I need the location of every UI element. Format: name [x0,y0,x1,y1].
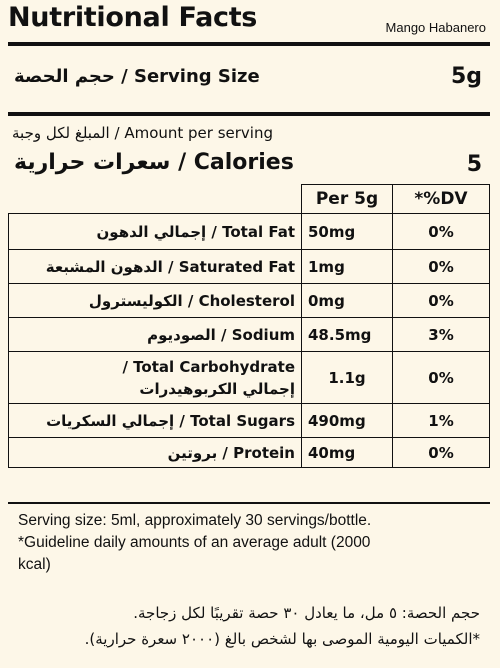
calories-value: 5 [466,152,482,177]
footnote-line: *Guideline daily amounts of an average adult (2000 [18,534,371,551]
divider [8,42,490,46]
footnote-arabic [10,600,480,652]
footnote-english [18,510,478,576]
nutrient-amount: 1mg [302,250,393,284]
footnote-line: *الكميات اليومية الموصى بها لشخص بالغ (٢٠٠٠ سعرة حرارية). [84,630,480,648]
nutrient-dv: 0% [393,284,490,318]
nutrient-dv: 3% [393,318,490,352]
serving-size-value: 5g [450,64,482,89]
table-row [9,438,490,468]
nutrient-amount: 0mg [302,284,393,318]
table-row [9,404,490,438]
nutrient-amount: 50mg [302,214,393,250]
footnote-line: kcal) [18,556,51,573]
serving-size-label: حجم الحصة / Serving Size [14,66,260,87]
nutrient-dv: 0% [393,352,490,404]
divider [8,112,490,116]
divider [8,502,490,504]
nutrient-name [9,352,302,404]
nutrition-table [8,184,490,468]
flavor-name: Mango Habanero [385,20,486,35]
table-row [9,214,490,250]
nutrient-amount: 40mg [302,438,393,468]
nutrient-name-line: إجمالي الكربوهيدرات [139,379,295,398]
nutrient-name-line: / Total Carbohydrate [122,357,295,376]
nutrient-amount: 490mg [302,404,393,438]
nutrient-amount: 48.5mg [302,318,393,352]
table-row [9,352,490,404]
table-row [9,284,490,318]
table-row [9,250,490,284]
nutrient-dv: 0% [393,438,490,468]
label-title: Nutritional Facts [8,2,258,33]
nutrient-name: إجمالي السكريات / Total Sugars [9,404,302,438]
nutrient-name: الكوليسترول / Cholesterol [9,284,302,318]
nutrient-name: إجمالي الدهون / Total Fat [9,214,302,250]
nutrient-dv: 0% [393,250,490,284]
nutrient-name: بروتين / Protein [9,438,302,468]
nutrient-amount: 1.1g [302,352,393,404]
amount-per-serving-label: المبلغ لكل وجبة / Amount per serving [12,124,274,142]
header-daily-value: *%DV [393,185,490,214]
nutrient-name: الدهون المشبعة / Saturated Fat [9,250,302,284]
table-row [9,318,490,352]
nutrient-dv: 1% [393,404,490,438]
calories-label: سعرات حرارية / Calories [14,150,294,175]
header-blank [9,185,302,214]
nutrient-dv: 0% [393,214,490,250]
footnote-line: Serving size: 5ml, approximately 30 servings/bottle. [18,512,372,529]
nutrient-name: الصوديوم / Sodium [9,318,302,352]
table-header-row [9,185,490,214]
header-per-serving: Per 5g [302,185,393,214]
footnote-line: حجم الحصة: ٥ مل، ما يعادل ٣٠ حصة تقريبًا لكل زجاجة. [133,604,480,622]
